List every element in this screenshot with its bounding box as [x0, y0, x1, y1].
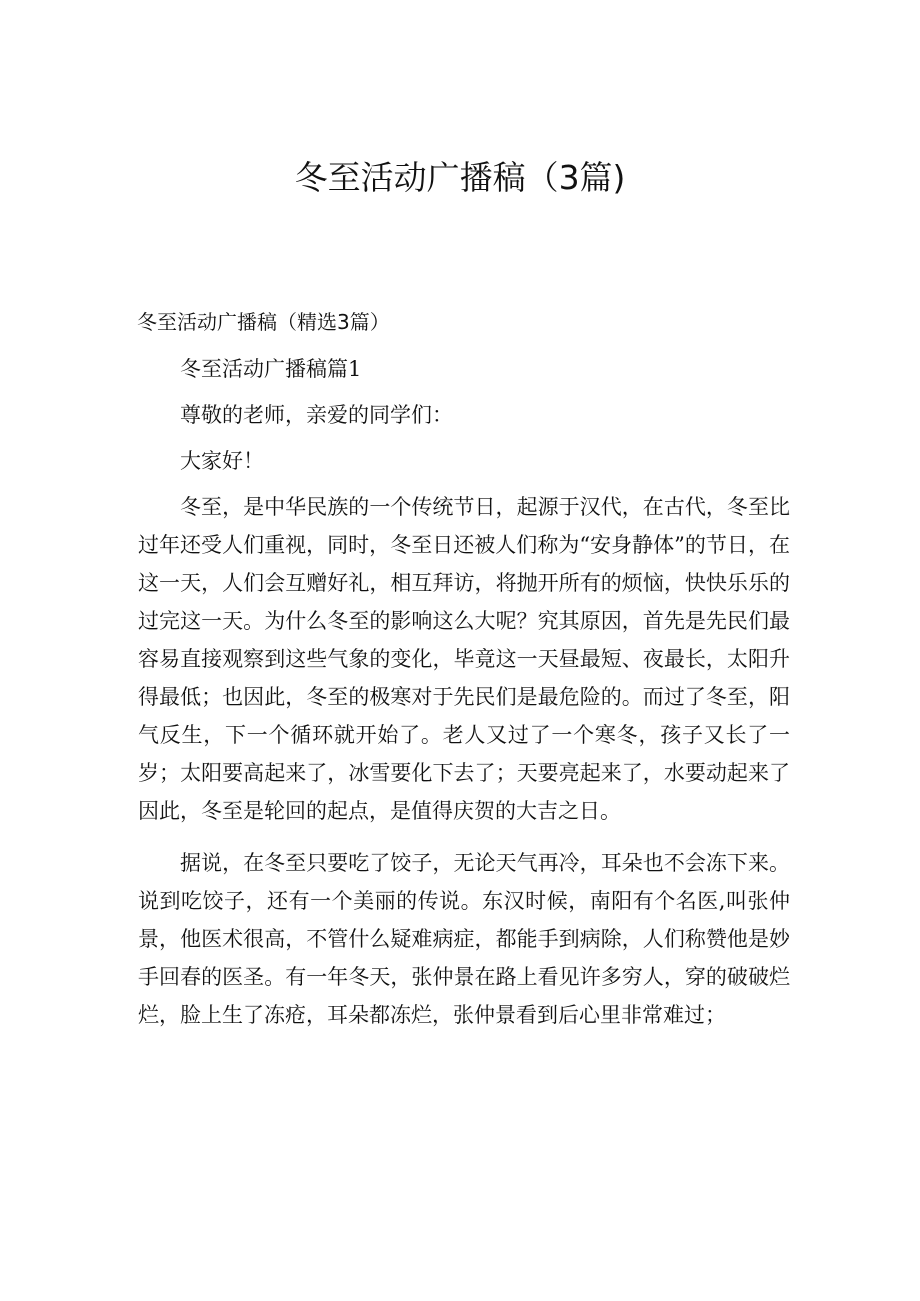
body-paragraph: 冬至，是中华民族的一个传统节日，起源于汉代，在古代，冬至比过年还受人们重视，同时，冬至日还被人们称为“安身静体”的节日，在这一天，人们会互赠好礼，相互拜访，将抛开所有的烦恼，快快乐乐的过完这一天。为什么冬至的影响这么大呢？究其原因，首先是先民们最容易直接观察到这些气象的变化，毕竟这一天昼最短、夜最长，太阳升得最低；也因此，冬至的极寒对于先民们是最危险的。而过了冬至，阳气反生，下一个循环就开始了。老人又过了一个寒冬，孩子又长了一岁；太阳要高起来了，冰雪要化下去了；天要亮起来了，水要动起来了因此，冬至是轮回的起点，是值得庆贺的大吉之日。	[138, 495, 790, 823]
document-body	[138, 350, 790, 1048]
section-heading: 冬至活动广播稿篇1	[180, 357, 362, 381]
body-paragraph: 据说，在冬至只要吃了饺子，无论天气再冷，耳朵也不会冻下来。说到吃饺子，还有一个美丽的传说。东汉时候，南阳有个名医,叫张仲景，他医术很高，不管什么疑难病症，都能手到病除，人们称赞他是妙手回春的医圣。有一年冬天，张仲景在路上看见许多穷人，穿的破破烂烂，脸上生了冻疮，耳朵都冻烂，张仲景看到后心里非常难过；	[138, 851, 790, 1027]
document-subtitle: 冬至活动广播稿（精选3篇）	[137, 310, 390, 334]
document-title: 冬至活动广播稿（3篇)	[294, 158, 626, 197]
salutation: 尊敬的老师，亲爱的同学们：	[180, 403, 453, 427]
greeting: 大家好！	[180, 449, 264, 473]
